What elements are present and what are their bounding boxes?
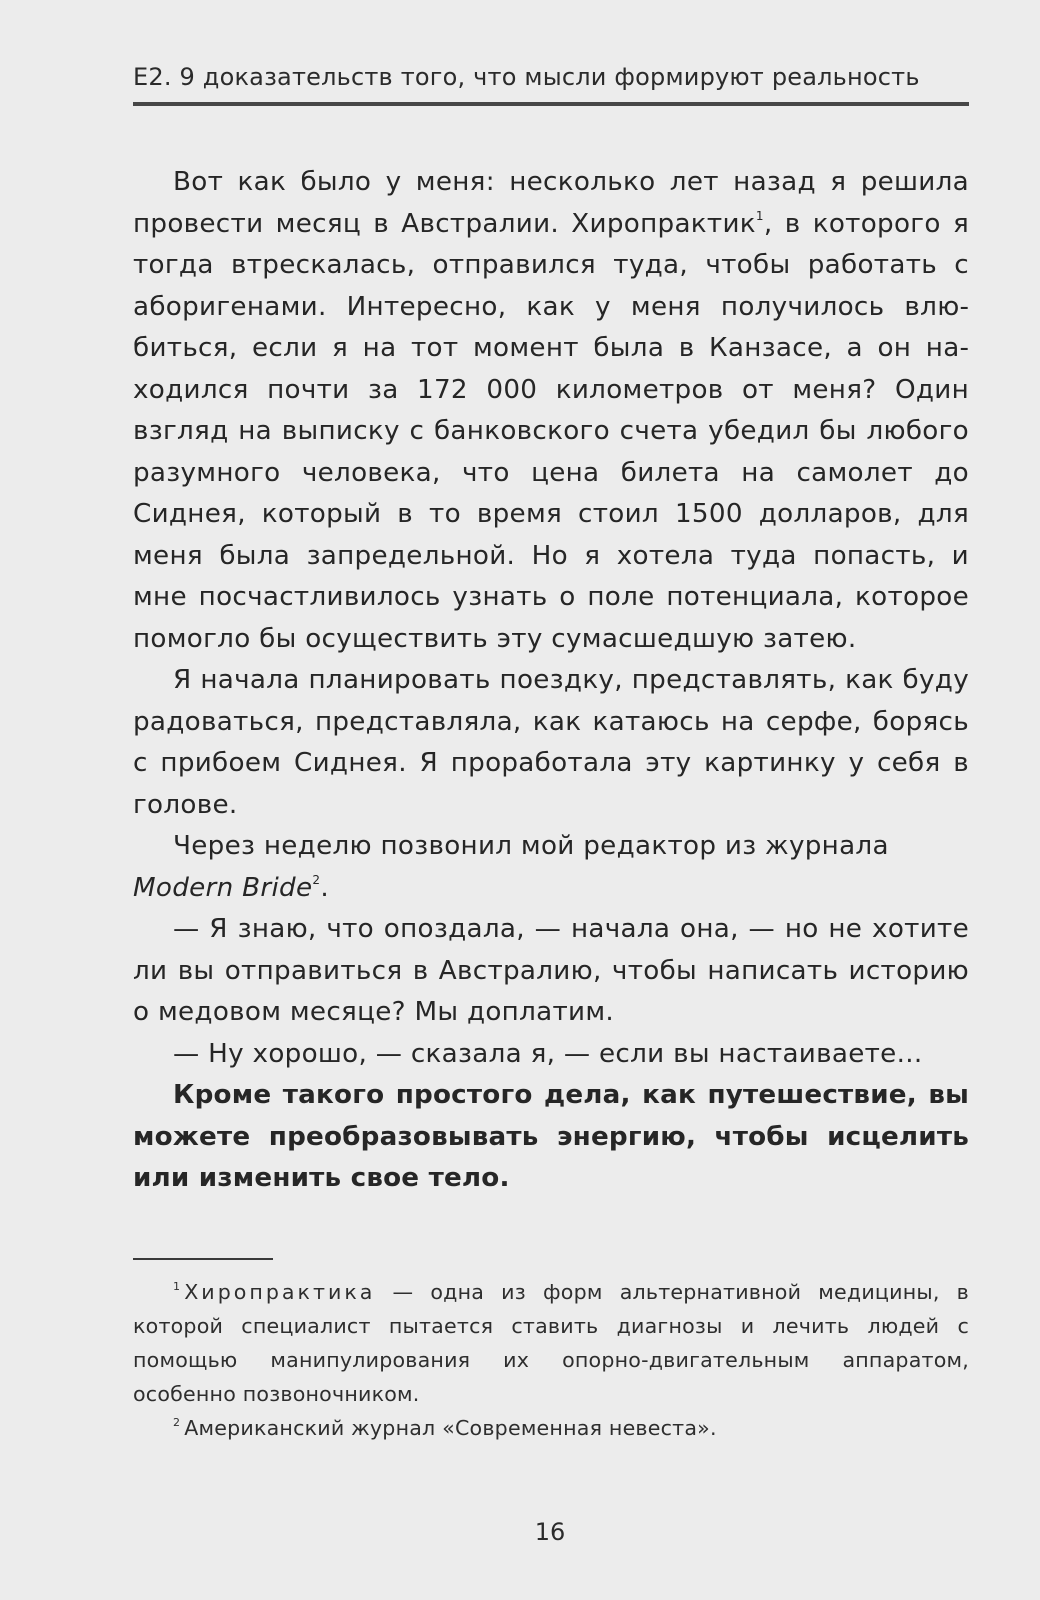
main-text [133, 162, 969, 1200]
magazine-title: Modern Bride [133, 872, 313, 903]
paragraph-1-part-b: , в которого я тогда втрескалась, отправился туда, чтобы работать с аборигенами. Интересно, как у меня получилось влюбиться, если я на тот момент была в Канзасе, а он находился почти за 172 000 километров от меня? Один взгляд на выписку с банковского счета убедил бы любого разумного человека, что цена билета на самолет до Сиднея, который в то время стоил 1500 долларов, для меня была запредельной. Но я хотела туда попасть, и мне посчастливилось узнать о поле потенциала, которое помогло бы осуществить эту сумасшедшую затею. [133, 208, 969, 654]
footnote-2 [133, 1411, 969, 1445]
bold-statement: Кроме такого простого дела, как путешествие, вы можете преобразовывать энергию, чтобы исцелить или изменить свое тело. [133, 1080, 969, 1193]
dialogue-2: — Ну хорошо, — сказала я, — если вы настаиваете... [173, 1038, 923, 1069]
page-number: 16 [534, 1518, 566, 1546]
header-rule [133, 102, 969, 106]
paragraph-4 [133, 868, 969, 910]
footnote-ref-2: 2 [312, 872, 321, 887]
footnote-2-number: 2 [173, 1416, 181, 1429]
footnote-separator [133, 1258, 273, 1260]
dialogue-1: — Я знаю, что опоздала, — начала она, — но не хотите ли вы отправиться в Австралию, чтобы написать историю о медовом месяце? Мы доплатим. [133, 914, 969, 1027]
footnote-ref-1: 1 [755, 208, 764, 223]
footnotes [133, 1275, 969, 1445]
paragraph-2: Я начала планировать поездку, представлять, как буду радоваться, представляла, как катаюсь на серфе, борясь с прибоем Сиднея. Я проработала эту картинку у себя в голове. [133, 665, 969, 820]
paragraph-4-end: . [320, 872, 329, 903]
paragraph-1-part-a: Вот как было у меня: несколько лет назад я решила провести месяц в Австралии. Хиропрактик [133, 167, 969, 239]
footnote-2-text: Американский журнал «Современная невеста». [184, 1416, 717, 1440]
footnote-1 [133, 1275, 969, 1411]
footnote-1-text: — одна из форм альтернативной медицины, в которой специалист пытается ставить диагнозы и лечить людей с помощью манипулирования их опорно-двигательным аппаратом, особенно позвоночником. [133, 1280, 969, 1406]
footnote-1-term: Хиропрактика [184, 1280, 376, 1304]
paragraph-1 [133, 162, 969, 660]
footnote-1-number: 1 [173, 1280, 181, 1293]
running-header: Е2. 9 доказательств того, что мысли формируют реальность [133, 63, 920, 91]
paragraph-3: Через неделю позвонил мой редактор из журнала [173, 831, 889, 861]
